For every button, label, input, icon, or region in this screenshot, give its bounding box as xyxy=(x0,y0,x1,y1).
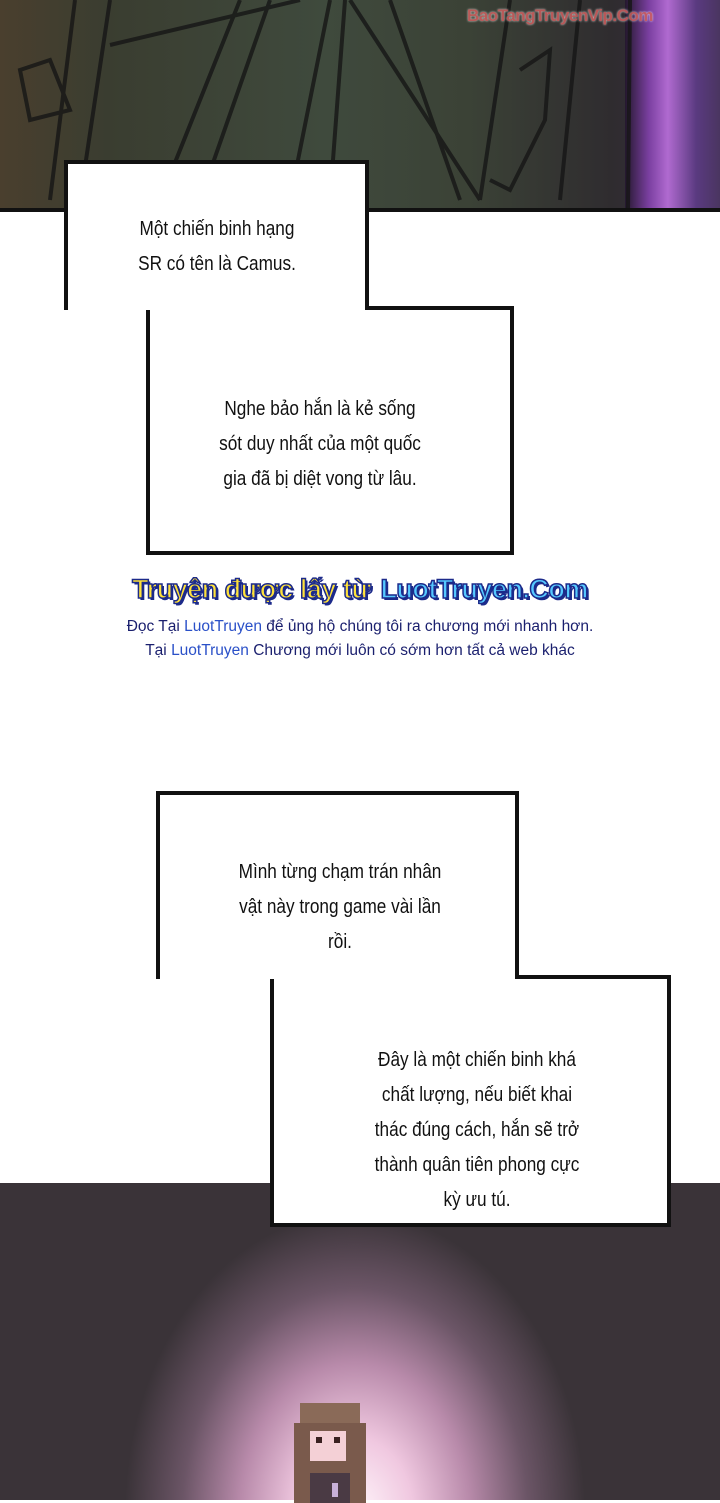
text-line: chất lượng, nếu biết khai xyxy=(381,1084,573,1106)
text-line: thành quân tiên phong cực xyxy=(374,1154,580,1176)
banner-site-link[interactable]: LuotTruyen.Com xyxy=(380,574,588,604)
text-line: SR có tên là Camus. xyxy=(138,253,296,275)
text-line: Đây là một chiến binh khá xyxy=(378,1049,576,1071)
text-line: Nghe bảo hắn là kẻ sống xyxy=(224,398,416,420)
text-line: kỳ ưu tú. xyxy=(443,1189,511,1211)
banner-text: Chương mới luôn có sớm hơn tất cả web khác xyxy=(248,642,575,659)
text-line: vật này trong game vài lần xyxy=(239,896,441,918)
source-banner xyxy=(0,574,720,663)
bubble-1-text xyxy=(88,212,346,282)
site-watermark: BaoTangTruyenVip.Com xyxy=(467,6,653,25)
banner-text: Tại xyxy=(145,642,172,659)
banner-site-name[interactable]: LuotTruyen xyxy=(171,642,249,659)
text-line: rồi. xyxy=(328,931,352,953)
banner-text: để ủng hộ chúng tôi ra chương mới nhanh hơn. xyxy=(262,618,594,635)
bubble-3-text xyxy=(211,855,469,960)
banner-text: Đọc Tại xyxy=(126,618,185,635)
text-line: thác đúng cách, hắn sẽ trở xyxy=(374,1119,580,1141)
banner-title xyxy=(0,574,720,605)
banner-line-2 xyxy=(0,639,720,663)
banner-title-prefix: Truyện được lấy từ xyxy=(132,574,371,604)
text-line: Một chiến binh hạng xyxy=(139,218,295,240)
text-line: sót duy nhất của một quốc xyxy=(219,433,421,455)
bubble-2-text xyxy=(191,392,449,497)
text-line: Mình từng chạm trán nhân xyxy=(238,861,442,883)
bubble-4-text xyxy=(348,1043,606,1218)
banner-site-name[interactable]: LuotTruyen xyxy=(184,618,262,635)
banner-line-1 xyxy=(0,615,720,639)
text-line: gia đã bị diệt vong từ lâu. xyxy=(223,468,417,490)
